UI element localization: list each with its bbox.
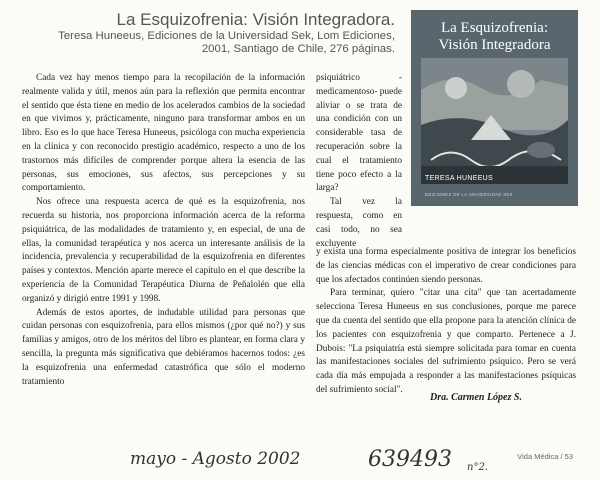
handwritten-note: n°2.: [467, 462, 488, 473]
paragraph: y exista una forma especialmente positiva de integrar los beneficios de las ciencias médicas con el imperativo de crear condiciones para que los afectados continúen siendo personas.: [316, 247, 576, 285]
book-cover-image: [411, 10, 578, 206]
paragraph: Para terminar, quiero "citar una cita" que tan acertadamente selecciona Teresa Huneeus en sus conclusiones, porque me parece que da cuenta del sentido que ella propone para la atención clínica de los pacientes con esquizofrenia y que comparto. Pertenece a J. Dubois: "La psiquiatría está siempre solicitada para tomar en cuenta las manifestaciones sociales del sufrimiento psíquico. Pero se verá cada día más empujada a responder a las manifestaciones psíquicas del sufrimiento social".: [316, 288, 576, 395]
review-column-right-narrow: [316, 72, 402, 251]
cover-publisher: EDICIONES DE LA UNIVERSIDAD SEK: [425, 192, 513, 197]
journal-name: Vida Médica: [517, 452, 559, 461]
article-title: La Esquizofrenia: Visión Integradora.: [116, 10, 395, 29]
paragraph: Además de estos aportes, de indudable utilidad para personas que cuidan personas con esquizofrenia, para ellos mismos (¿por qué no?) y sus familias y amigos, otro de los méritos del libro es plantear, en forma clara y sencilla, la pregunta más significativa que debiéramos hacernos todos: ¿es la esquizofrenia una enfermedad catastrófica que sólo el moderno tratamiento: [22, 307, 305, 387]
cover-author: TERESA HUNEEUS: [425, 175, 493, 182]
paragraph: psiquiátrico -medicamentoso- puede aliviar o se trata de una condición con un considerable tasa de recuperación sobre la cual el tratamiento tiene poco efecto a la larga?: [316, 73, 402, 194]
review-signature: Dra. Carmen López S.: [430, 392, 522, 403]
page-number: 53: [564, 452, 573, 461]
review-column-right-wide: [316, 246, 576, 398]
cover-title-line-2: Visión Integradora: [438, 37, 551, 53]
book-reference: [0, 30, 395, 56]
review-column-left: [22, 72, 305, 389]
footer-separator: /: [560, 452, 565, 461]
handwritten-date: mayo - Agosto 2002: [130, 449, 301, 469]
paragraph: Tal vez la respuesta, como en casi todo, no sea excluyente: [316, 197, 402, 249]
cover-title-line-1: La Esquizofrenia:: [440, 20, 549, 36]
book-reference-line-1: Teresa Huneeus, Ediciones de la Universidad Sek, Lom Ediciones,: [58, 30, 395, 42]
handwritten-number: 639493: [368, 447, 452, 472]
cover-title: [411, 20, 578, 54]
paragraph: Nos ofrece una respuesta acerca de qué es la esquizofrenia, nos recuerda su historia, nos proporciona información acerca de la reforma psiquiátrica, de las modalidades de tratamiento y, en especial, de una de ellas, la comunidad terapéutica y nos acerca un interesante análisis de la incidencia, prevalencia y recuperabilidad de la esquizofrenia en diferentes países y contextos. Mención aparte merece el capítulo en el que describe la experiencia de la Comunidad Terapéutica Diurna de Peñalolén que ella organizó y dirigió entre 1991 y 1998.: [22, 197, 305, 304]
book-reference-line-2: 2001, Santiago de Chile, 276 páginas.: [201, 43, 395, 55]
paragraph: Cada vez hay menos tiempo para la recopilación de la información realmente valida y útil, menos aún para la reflexión que permita encontrar el sentido que ésta tiene en medio de los acelerados cambios de la sociedad en que vivimos y, prácticamente, ninguno para transformar ambos en un libro. Eso es lo que hace Teresa Huneeus, psicóloga con mucha experiencia en la clínica y con reconocido prestigio académico, respecto a uno de los trastornos más difíciles de comprender porque altera la esencia de las personas, sus emociones, sus afectos, sus percepciones y su comportamiento.: [22, 73, 305, 194]
page-footer: [0, 452, 573, 461]
